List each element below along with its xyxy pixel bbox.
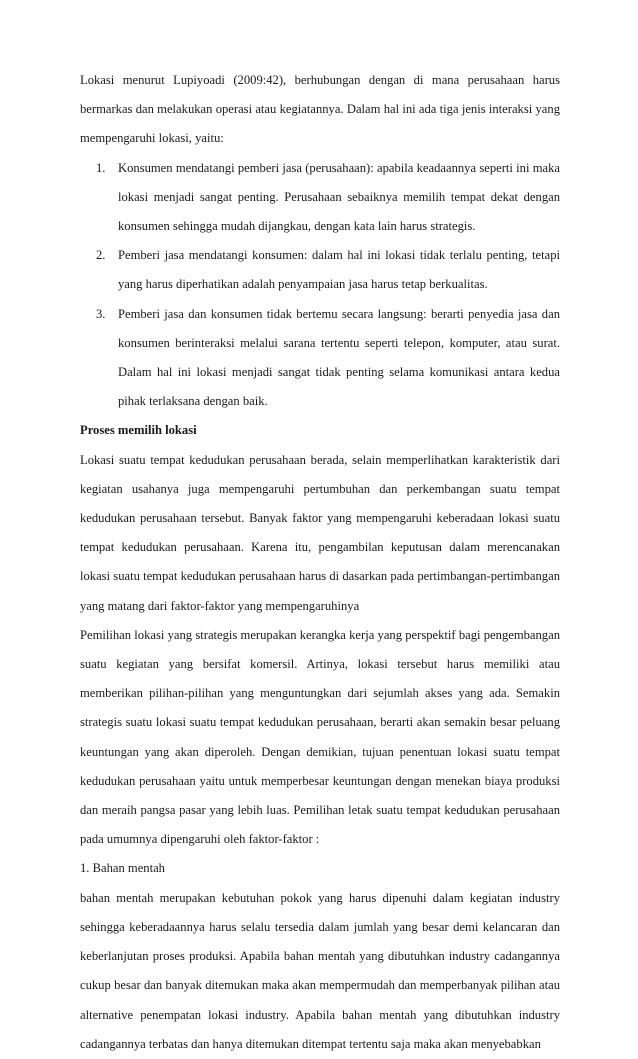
list-item-number: 3. [96, 306, 106, 321]
body-paragraph: Lokasi suatu tempat kedudukan perusahaan berada, selain memperlihatkan karakteristik dari kegiatan usahanya juga mempengaruhi pertumbuhan dan perkembangan suatu tempat kedudukan perusahaan tersebut. Banyak faktor yang mempengaruhi keberadaan lokasi suatu tempat kedudukan perusahaan. Karena itu, pengambilan keputusan dalam merencanakan lokasi suatu tempat kedudukan perusahaan harus di dasarkan pada pertimbangan-pertimbangan yang matang dari faktor-faktor yang mempengaruhinya [80, 452, 560, 613]
intro-paragraph: Lokasi menurut Lupiyoadi (2009:42), berhubungan dengan di mana perusahaan harus bermarkas dan melakukan operasi atau kegiatannya. Dalam hal ini ada tiga jenis interaksi yang mempengaruhi lokasi, yaitu: [80, 73, 560, 146]
list-item [80, 300, 560, 417]
subsection-heading: 1. Bahan mentah [80, 861, 165, 876]
list-item [80, 154, 560, 242]
list-item-text: Pemberi jasa mendatangi konsumen: dalam hal ini lokasi tidak terlalu penting, tetapi yang harus diperhatikan adalah penyampaian jasa harus tetap berkualitas. [118, 248, 560, 292]
list-item-text: Pemberi jasa dan konsumen tidak bertemu secara langsung: berarti penyedia jasa dan konsumen berinteraksi melalui sarana tertentu seperti telepon, komputer, atau surat. Dalam hal ini lokasi menjadi sangat tidak penting selama komunikasi antara kedua pihak terlaksana dengan baik. [118, 306, 560, 409]
list-item-number: 2. [96, 248, 106, 263]
list-item [80, 241, 560, 299]
body-paragraph: Pemilihan lokasi yang strategis merupakan kerangka kerja yang perspektif bagi pengembangan suatu kegiatan yang bersifat komersil. Artinya, lokasi tersebut harus memiliki atau memberikan pilihan-pilihan yang menguntungkan dari sejumlah akses yang ada. Semakin strategis suatu lokasi suatu tempat kedudukan perusahaan, berarti akan semakin besar peluang keuntungan yang akan diperoleh. Dengan demikian, tujuan penentuan lokasi suatu tempat kedudukan perusahaan yaitu untuk memperbesar keuntungan dengan menekan biaya produksi dan meraih pangsa pasar yang lebih luas. Pemilihan letak suatu tempat kedudukan perusahaan pada umumnya dipengaruhi oleh faktor-faktor : [80, 627, 560, 847]
interaction-list [80, 154, 560, 417]
section-heading: Proses memilih lokasi [80, 423, 197, 438]
body-paragraph: bahan mentah merupakan kebutuhan pokok yang harus dipenuhi dalam kegiatan industry sehingga keberadaannya harus selalu tersedia dalam jumlah yang besar demi kelancaran dan keberlanjutan proses produksi. Apabila bahan mentah yang dibutuhkan industry cadangannya cukup besar dan banyak ditemukan maka akan mempermudah dan memperbanyak pilihan atau alternative penempatan lokasi industry. Apabila bahan mentah yang dibutuhkan industry cadangannya terbatas dan hanya ditemukan ditempat tertentu saja maka akan menyebabkan [80, 890, 560, 1051]
list-item-number: 1. [96, 160, 106, 175]
list-item-text: Konsumen mendatangi pemberi jasa (perusahaan): apabila keadaannya seperti ini maka lokasi menjadi sangat penting. Perusahaan sebaiknya memilih tempat dekat dengan konsumen sehingga mudah dijangkau, dengan kata lain harus strategis. [118, 160, 560, 234]
